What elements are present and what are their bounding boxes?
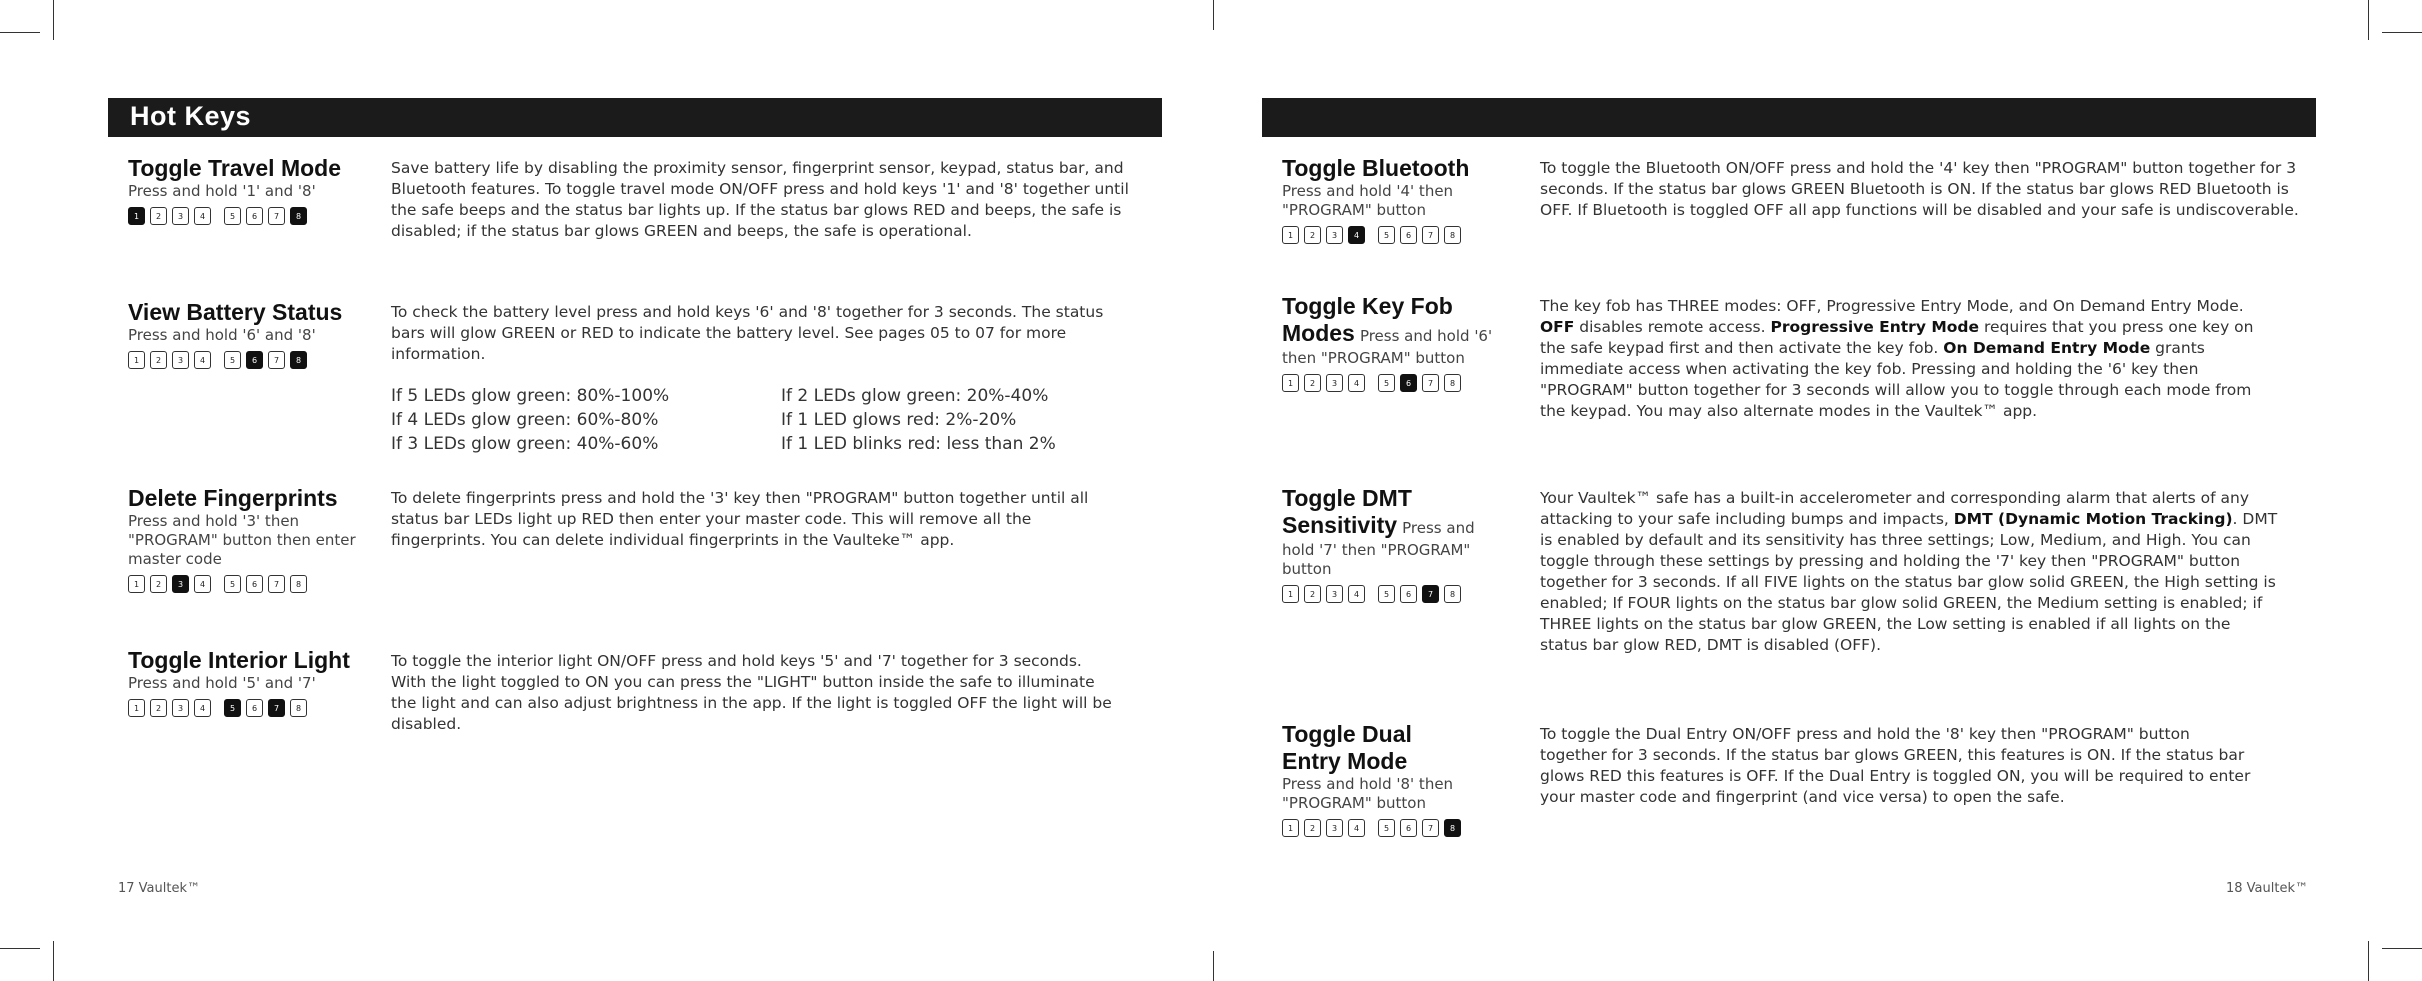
section-title: Toggle Key Fob bbox=[1282, 293, 1453, 319]
section-body: To delete fingerprints press and hold the '3' key then "PROGRAM" button together until all status bar LEDs light up RED then enter your master code. This will remove all the fingerprints. You can delete individual fingerprints in the Vaulteke™ app. bbox=[391, 489, 1089, 549]
bold-term: On Demand Entry Mode bbox=[1943, 339, 2151, 357]
body-text: Your Vaultek™ safe has a built-in accelerometer and corresponding alarm that alerts of any attacking to your safe including bumps and impacts, bbox=[1540, 489, 2249, 528]
key-2: 2 bbox=[150, 207, 167, 225]
section-instruction: Press and hold '5' and '7' bbox=[128, 674, 316, 692]
page-footer: 17 Vaultek™ bbox=[118, 881, 200, 896]
key-6: 6 bbox=[1400, 819, 1417, 837]
section-body: To toggle the Dual Entry ON/OFF press and hold the '8' key then "PROGRAM" button together for 3 seconds. If the status bar glows GREEN, this features is ON. If the status bar glows RED this features is OFF. If the Dual Entry is toggled ON, you will be required to enter your master code and fingerprint (and vice versa) to open the safe. bbox=[1540, 725, 2251, 806]
key-6: 6 bbox=[246, 575, 263, 593]
crop-mark bbox=[2368, 0, 2369, 40]
battery-level-item: If 5 LEDs glow green: 80%-100% bbox=[391, 386, 670, 406]
key-6-pressed: 6 bbox=[1400, 374, 1417, 392]
key-2: 2 bbox=[1304, 374, 1321, 392]
key-7-pressed: 7 bbox=[268, 699, 285, 717]
key-5: 5 bbox=[1378, 819, 1395, 837]
section-title: Toggle Interior Light bbox=[128, 647, 350, 673]
key-3: 3 bbox=[172, 207, 189, 225]
bold-term: DMT (Dynamic Motion Tracking) bbox=[1953, 510, 2233, 528]
key-8-pressed: 8 bbox=[290, 351, 307, 369]
bold-term: Progressive Entry Mode bbox=[1770, 318, 1980, 336]
section-instruction: Press and hold '8' then "PROGRAM" button bbox=[1282, 775, 1454, 812]
section-title: Sensitivity bbox=[1282, 512, 1398, 538]
key-1: 1 bbox=[128, 699, 145, 717]
key-1: 1 bbox=[128, 351, 145, 369]
crop-mark bbox=[0, 32, 40, 33]
section-body: To toggle the Bluetooth ON/OFF press and hold the '4' key then "PROGRAM" button together for 3 seconds. If the status bar glows GREEN Bluetooth is ON. If the status bar glows RED Bluetooth is OFF. If Bluetooth is toggled OFF all app functions will be disabled and your safe is undiscoverable. bbox=[1540, 159, 2299, 219]
section-instruction: Press and hold '1' and '8' bbox=[128, 182, 316, 200]
body-text: disables remote access. bbox=[1574, 318, 1771, 336]
crop-mark bbox=[0, 948, 40, 949]
key-2: 2 bbox=[150, 699, 167, 717]
section-view-battery-status bbox=[128, 299, 378, 369]
key-8: 8 bbox=[290, 575, 307, 593]
section-toggle-interior-light bbox=[128, 647, 378, 717]
key-7: 7 bbox=[1422, 374, 1439, 392]
key-3: 3 bbox=[1326, 585, 1343, 603]
battery-level-item: If 3 LEDs glow green: 40%-60% bbox=[391, 434, 659, 454]
section-body: To toggle the interior light ON/OFF press and hold keys '5' and '7' together for 3 seconds. With the light toggled to ON you can press the "LIGHT" button inside the safe to illuminate the light and can also adjust brightness in the app. If the light is toggled OFF the light will be disabled. bbox=[391, 652, 1112, 733]
key-3: 3 bbox=[172, 351, 189, 369]
key-4: 4 bbox=[194, 699, 211, 717]
keypad bbox=[1282, 226, 1502, 244]
section-instruction: then "PROGRAM" button bbox=[1282, 349, 1465, 367]
key-1: 1 bbox=[1282, 226, 1299, 244]
key-8: 8 bbox=[290, 699, 307, 717]
section-title: Toggle Travel Mode bbox=[128, 155, 341, 181]
section-body: To check the battery level press and hold keys '6' and '8' together for 3 seconds. The status bars will glow GREEN or RED to indicate the battery level. See pages 05 to 07 for more information. bbox=[391, 303, 1104, 363]
key-1: 1 bbox=[128, 575, 145, 593]
key-1-pressed: 1 bbox=[128, 207, 145, 225]
battery-level-item: If 2 LEDs glow green: 20%-40% bbox=[781, 386, 1049, 406]
key-4-pressed: 4 bbox=[1348, 226, 1365, 244]
crop-mark bbox=[2368, 941, 2369, 981]
key-2: 2 bbox=[150, 351, 167, 369]
section-toggle-dmt-sensitivity bbox=[1282, 485, 1517, 603]
key-8: 8 bbox=[1444, 226, 1461, 244]
keypad bbox=[1282, 374, 1517, 392]
keypad bbox=[128, 207, 378, 225]
section-toggle-travel-mode bbox=[128, 155, 378, 225]
section-title: View Battery Status bbox=[128, 299, 343, 325]
section-body bbox=[1540, 488, 2280, 656]
key-5: 5 bbox=[224, 351, 241, 369]
key-7: 7 bbox=[268, 207, 285, 225]
keypad bbox=[1282, 585, 1517, 603]
key-4: 4 bbox=[1348, 585, 1365, 603]
key-3-pressed: 3 bbox=[172, 575, 189, 593]
key-1: 1 bbox=[1282, 819, 1299, 837]
key-7: 7 bbox=[268, 351, 285, 369]
section-instruction: Press and hold '6' and '8' bbox=[128, 326, 316, 344]
crop-mark bbox=[1213, 951, 1214, 981]
key-7: 7 bbox=[268, 575, 285, 593]
section-title: Toggle DMT bbox=[1282, 485, 1412, 511]
key-6: 6 bbox=[246, 699, 263, 717]
left-header-bar bbox=[108, 98, 1162, 137]
page-footer: 18 Vaultek™ bbox=[2226, 881, 2308, 896]
right-header-bar bbox=[1262, 98, 2316, 137]
section-title: Toggle Bluetooth bbox=[1282, 155, 1470, 181]
battery-level-item: If 1 LED blinks red: less than 2% bbox=[781, 434, 1056, 454]
key-5: 5 bbox=[224, 575, 241, 593]
section-toggle-bluetooth bbox=[1282, 155, 1502, 244]
crop-mark bbox=[1213, 0, 1214, 30]
section-title: Modes bbox=[1282, 320, 1355, 346]
key-5-pressed: 5 bbox=[224, 699, 241, 717]
key-5: 5 bbox=[1378, 585, 1395, 603]
key-8-pressed: 8 bbox=[290, 207, 307, 225]
keypad bbox=[128, 575, 368, 593]
keypad bbox=[128, 699, 378, 717]
crop-mark bbox=[53, 0, 54, 40]
section-body: Save battery life by disabling the proximity sensor, fingerprint sensor, keypad, status bar, and Bluetooth features. To toggle travel mode ON/OFF press and hold keys '1' and '8' together until the safe beeps and the status bar lights up. If the status bar glows RED and beeps, the safe is disabled; if the status bar glows GREEN and beeps, the safe is operational. bbox=[391, 159, 1129, 240]
key-8: 8 bbox=[1444, 374, 1461, 392]
crop-mark bbox=[2382, 32, 2422, 33]
key-5: 5 bbox=[1378, 374, 1395, 392]
battery-level-list bbox=[391, 385, 1111, 455]
key-2: 2 bbox=[1304, 585, 1321, 603]
battery-level-item: If 4 LEDs glow green: 60%-80% bbox=[391, 410, 659, 430]
section-delete-fingerprints bbox=[128, 485, 368, 593]
key-2: 2 bbox=[1304, 226, 1321, 244]
crop-mark bbox=[53, 941, 54, 981]
key-8: 8 bbox=[1444, 585, 1461, 603]
key-8-pressed: 8 bbox=[1444, 819, 1461, 837]
key-2: 2 bbox=[150, 575, 167, 593]
section-instruction: hold '7' then "PROGRAM" button bbox=[1282, 541, 1471, 578]
key-3: 3 bbox=[1326, 226, 1343, 244]
key-7-pressed: 7 bbox=[1422, 585, 1439, 603]
key-6-pressed: 6 bbox=[246, 351, 263, 369]
section-toggle-key-fob-modes bbox=[1282, 293, 1517, 392]
key-6: 6 bbox=[246, 207, 263, 225]
body-text: requires that you press one key on the safe keypad first and then activate the key fob. bbox=[1540, 318, 2254, 357]
key-5: 5 bbox=[1378, 226, 1395, 244]
section-instruction: Press and hold '6' bbox=[1359, 327, 1493, 345]
key-1: 1 bbox=[1282, 374, 1299, 392]
key-5: 5 bbox=[224, 207, 241, 225]
key-6: 6 bbox=[1400, 226, 1417, 244]
keypad bbox=[128, 351, 378, 369]
battery-level-item: If 1 LED glows red: 2%-20% bbox=[781, 410, 1017, 430]
key-4: 4 bbox=[194, 575, 211, 593]
section-instruction: Press and bbox=[1402, 519, 1475, 537]
key-2: 2 bbox=[1304, 819, 1321, 837]
key-7: 7 bbox=[1422, 226, 1439, 244]
section-title: Delete Fingerprints bbox=[128, 485, 338, 511]
section-title: Entry Mode bbox=[1282, 748, 1408, 774]
key-3: 3 bbox=[172, 699, 189, 717]
body-text: . DMT is enabled by default and its sensitivity has three settings; Low, Medium, and High. You can toggle through these settings by pressing and holding the '7' key then "PROGRAM" button together for 3 seconds. If all FIVE lights on the status bar glow solid GREEN, the High setting is enabled; If FOUR lights on the status bar glow solid GREEN, the Medium setting is enabled; if THREE lights on the status bar glow GREEN, the Low setting is enabled if all lights on the status bar glow RED, DMT is disabled (OFF). bbox=[1540, 510, 2278, 654]
key-6: 6 bbox=[1400, 585, 1417, 603]
key-4: 4 bbox=[1348, 819, 1365, 837]
key-3: 3 bbox=[1326, 819, 1343, 837]
crop-mark bbox=[2382, 948, 2422, 949]
section-toggle-dual-entry-mode bbox=[1282, 721, 1517, 837]
key-4: 4 bbox=[1348, 374, 1365, 392]
bold-term: OFF bbox=[1540, 318, 1575, 336]
section-body bbox=[1540, 296, 2255, 422]
keypad bbox=[1282, 819, 1517, 837]
body-text: The key fob has THREE modes: OFF, Progressive Entry Mode, and On Demand Entry Mode. bbox=[1540, 297, 2244, 315]
key-7: 7 bbox=[1422, 819, 1439, 837]
section-instruction: Press and hold '4' then "PROGRAM" button bbox=[1282, 182, 1454, 219]
key-3: 3 bbox=[1326, 374, 1343, 392]
key-4: 4 bbox=[194, 207, 211, 225]
section-title: Toggle Dual bbox=[1282, 721, 1412, 747]
section-instruction: Press and hold '3' then "PROGRAM" button then enter master code bbox=[128, 512, 356, 568]
body-text: grants immediate access when activating the key fob. Pressing and holding the '6' key then "PROGRAM" button together for 3 seconds will allow you to toggle through each mode from the keypad. You may also alternate modes in the Vaultek™ app. bbox=[1540, 339, 2252, 420]
key-1: 1 bbox=[1282, 585, 1299, 603]
key-4: 4 bbox=[194, 351, 211, 369]
page-title: Hot Keys bbox=[130, 101, 252, 131]
